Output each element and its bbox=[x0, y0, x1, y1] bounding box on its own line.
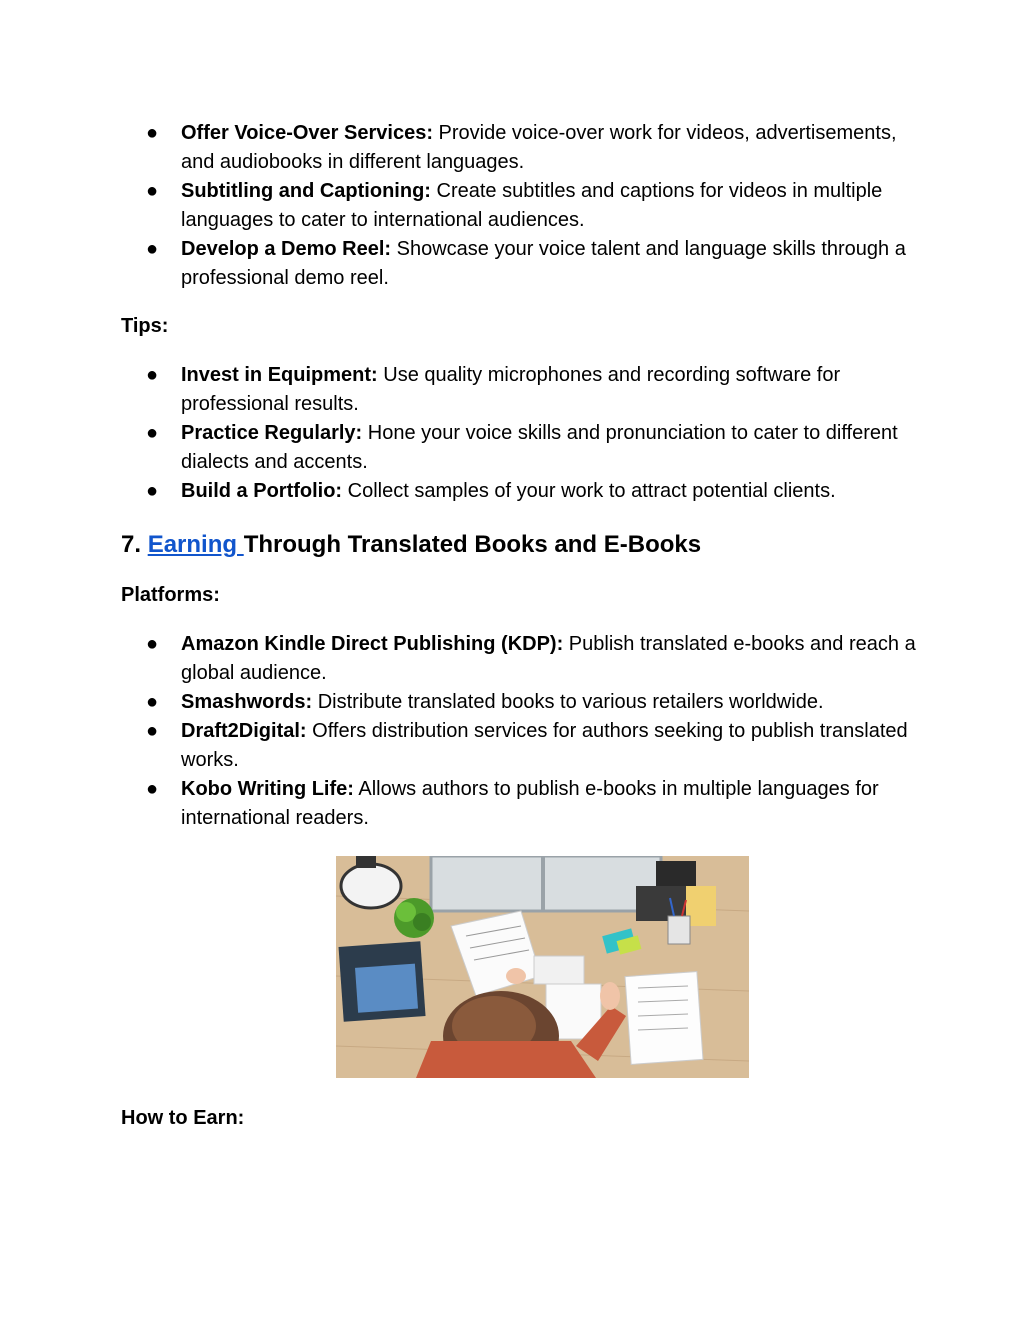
bullet-icon: ● bbox=[145, 122, 159, 144]
tips-list bbox=[140, 361, 920, 506]
bullet-icon: ● bbox=[145, 180, 159, 202]
bullet-icon: ● bbox=[145, 238, 159, 260]
list-item bbox=[140, 477, 920, 506]
platforms-heading: Platforms: bbox=[121, 584, 220, 606]
item-term: Offer Voice-Over Services: bbox=[181, 122, 433, 144]
platforms-list bbox=[140, 630, 920, 833]
item-text: Distribute translated books to various retailers worldwide. bbox=[312, 691, 824, 713]
item-term: Kobo Writing Life: bbox=[181, 778, 354, 800]
desk-photo bbox=[336, 856, 749, 1078]
list-item bbox=[140, 119, 920, 177]
list-item bbox=[140, 630, 920, 688]
item-text: Showcase your voice talent and language skills through a professional demo reel. bbox=[181, 238, 906, 289]
item-term: Develop a Demo Reel: bbox=[181, 238, 392, 260]
list-item bbox=[140, 177, 920, 235]
item-term: Invest in Equipment: bbox=[181, 364, 378, 386]
bullet-icon: ● bbox=[145, 633, 159, 655]
bullet-icon: ● bbox=[145, 480, 159, 502]
item-term: Amazon Kindle Direct Publishing (KDP): bbox=[181, 633, 564, 655]
item-text: Collect samples of your work to attract potential clients. bbox=[342, 480, 836, 502]
bullet-icon: ● bbox=[145, 778, 159, 800]
section-7-heading bbox=[121, 529, 701, 561]
item-term: Draft2Digital: bbox=[181, 720, 307, 742]
bullet-icon: ● bbox=[145, 422, 159, 444]
bullet-icon: ● bbox=[145, 364, 159, 386]
list-item bbox=[140, 235, 920, 293]
item-text: Publish translated e-books and reach a global audience. bbox=[181, 633, 916, 684]
how-to-earn-heading: How to Earn: bbox=[121, 1107, 245, 1129]
item-text: Use quality microphones and recording software for professional results. bbox=[181, 364, 841, 415]
list-item bbox=[140, 361, 920, 419]
voice-over-list bbox=[140, 119, 920, 293]
item-term: Practice Regularly: bbox=[181, 422, 363, 444]
section-title: Through Translated Books and E-Books bbox=[243, 531, 702, 558]
list-item bbox=[140, 717, 920, 775]
item-term: Build a Portfolio: bbox=[181, 480, 343, 502]
item-term: Subtitling and Captioning: bbox=[181, 180, 431, 202]
item-text: Offers distribution services for authors seeking to publish translated works. bbox=[181, 720, 908, 771]
earning-link[interactable]: Earning bbox=[147, 531, 244, 558]
desk-illustration bbox=[336, 856, 749, 1078]
list-item bbox=[140, 775, 920, 833]
item-text: Allows authors to publish e-books in multiple languages for international readers. bbox=[181, 778, 879, 829]
item-term: Smashwords: bbox=[181, 691, 313, 713]
bullet-icon: ● bbox=[145, 720, 159, 742]
list-item bbox=[140, 419, 920, 477]
tips-heading: Tips: bbox=[121, 315, 169, 337]
item-text: Provide voice-over work for videos, advertisements, and audiobooks in different languages. bbox=[181, 122, 897, 173]
list-item bbox=[140, 688, 920, 717]
item-text: Create subtitles and captions for videos in multiple languages to cater to international audiences. bbox=[181, 180, 883, 231]
bullet-icon: ● bbox=[145, 691, 159, 713]
section-number: 7. bbox=[121, 531, 148, 558]
item-text: Hone your voice skills and pronunciation to cater to different dialects and accents. bbox=[181, 422, 898, 473]
